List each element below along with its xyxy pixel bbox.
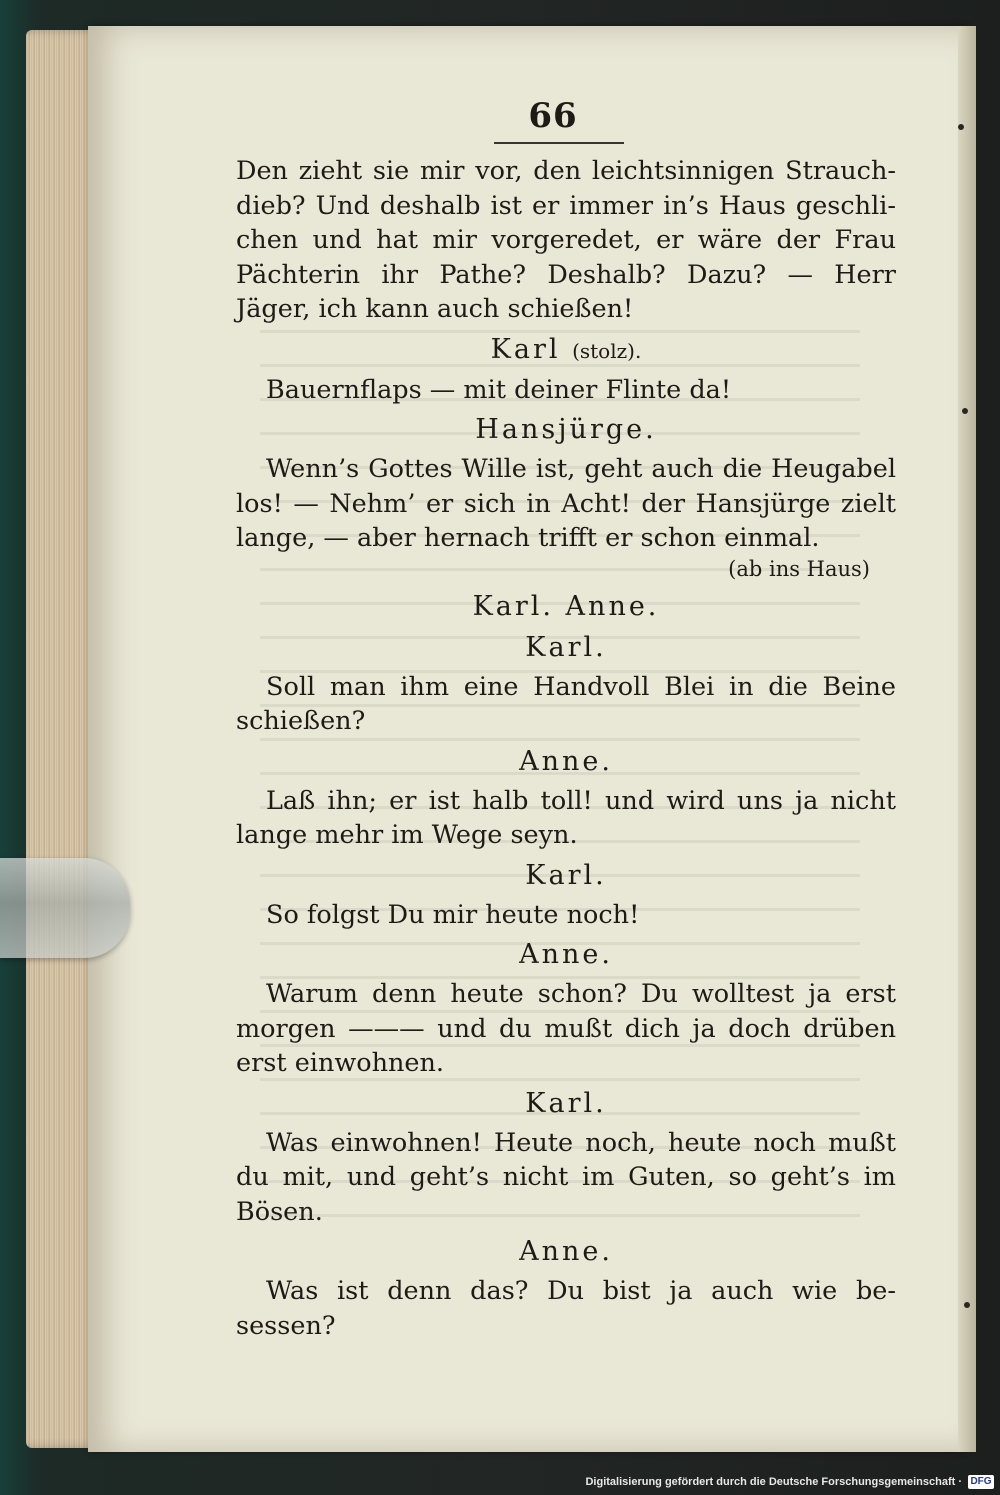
speaker-name: Karl.	[525, 631, 607, 663]
text-paragraph: Was ist denn das? Du bist ja auch wie be-sessen?	[236, 1276, 896, 1341]
page-text	[236, 96, 896, 1343]
speaker-heading	[236, 858, 896, 894]
speaker-heading	[236, 744, 896, 780]
text-paragraph: Wenn’s Gottes Wille ist, geht auch die Heugabel los! — Nehm’ er sich in Acht! der Hansjürge zielt lange, — aber hernach trifft er schon einmal.	[236, 454, 896, 553]
page-right-edge	[958, 26, 976, 1452]
text-paragraph: So folgst Du mir heute noch!	[266, 899, 640, 930]
stage-direction: (stolz).	[572, 338, 642, 363]
speaker-name: Anne.	[519, 745, 613, 777]
speaker-heading	[236, 412, 896, 448]
speaker-heading	[236, 630, 896, 666]
scene-cast-heading	[236, 589, 896, 625]
speaker-name: Karl. Anne.	[472, 590, 660, 622]
speaker-name: Karl.	[525, 859, 607, 891]
text-paragraph: Bauernflaps — mit deiner Flinte da!	[266, 374, 732, 405]
margin-mark	[964, 1302, 970, 1308]
scanner-clip	[0, 858, 130, 958]
text-paragraph: Soll man ihm eine Handvoll Blei in die Beine schießen?	[236, 671, 896, 736]
speaker-heading	[236, 1086, 896, 1122]
text-paragraph: Was einwohnen! Heute noch, heute noch mußt du mit, und geht’s nicht im Guten, so geht’s im Bösen.	[236, 1127, 896, 1227]
text-paragraph: Laß ihn; er ist halb toll! und wird uns ja nicht lange mehr im Wege seyn.	[236, 785, 896, 850]
margin-mark	[962, 408, 968, 414]
text-paragraph: Den zieht sie mir vor, den leichtsinnigen Strauch-dieb? Und deshalb ist er immer in’s Haus geschli-chen und hat mir vorgeredet, er wäre der Frau Pächterin ihr Pathe? Deshalb? Dazu? — Herr Jäger, ich kann auch schießen!	[236, 156, 896, 324]
page-number-rule	[494, 142, 624, 144]
margin-mark	[958, 124, 964, 130]
stage-direction: (ab ins Haus)	[728, 556, 870, 581]
speaker-heading	[236, 332, 896, 369]
speaker-name: Karl	[490, 333, 561, 365]
speaker-name: Hansjürge.	[475, 414, 657, 445]
digitization-credit: Digitalisierung gefördert durch die Deutsche Forschungsgemeinschaft ·	[585, 1476, 962, 1488]
speaker-name: Anne.	[519, 1236, 613, 1267]
text-paragraph: Warum denn heute schon? Du wolltest ja erst morgen ——— und du mußt dich ja doch drüben erst einwohnen.	[236, 979, 896, 1078]
speaker-name: Karl.	[525, 1087, 607, 1119]
speaker-heading	[236, 937, 896, 973]
page-number: 66	[528, 96, 578, 136]
dfg-logo: DFG	[968, 1475, 994, 1489]
speaker-heading	[236, 1234, 896, 1270]
speaker-name: Anne.	[519, 939, 613, 970]
